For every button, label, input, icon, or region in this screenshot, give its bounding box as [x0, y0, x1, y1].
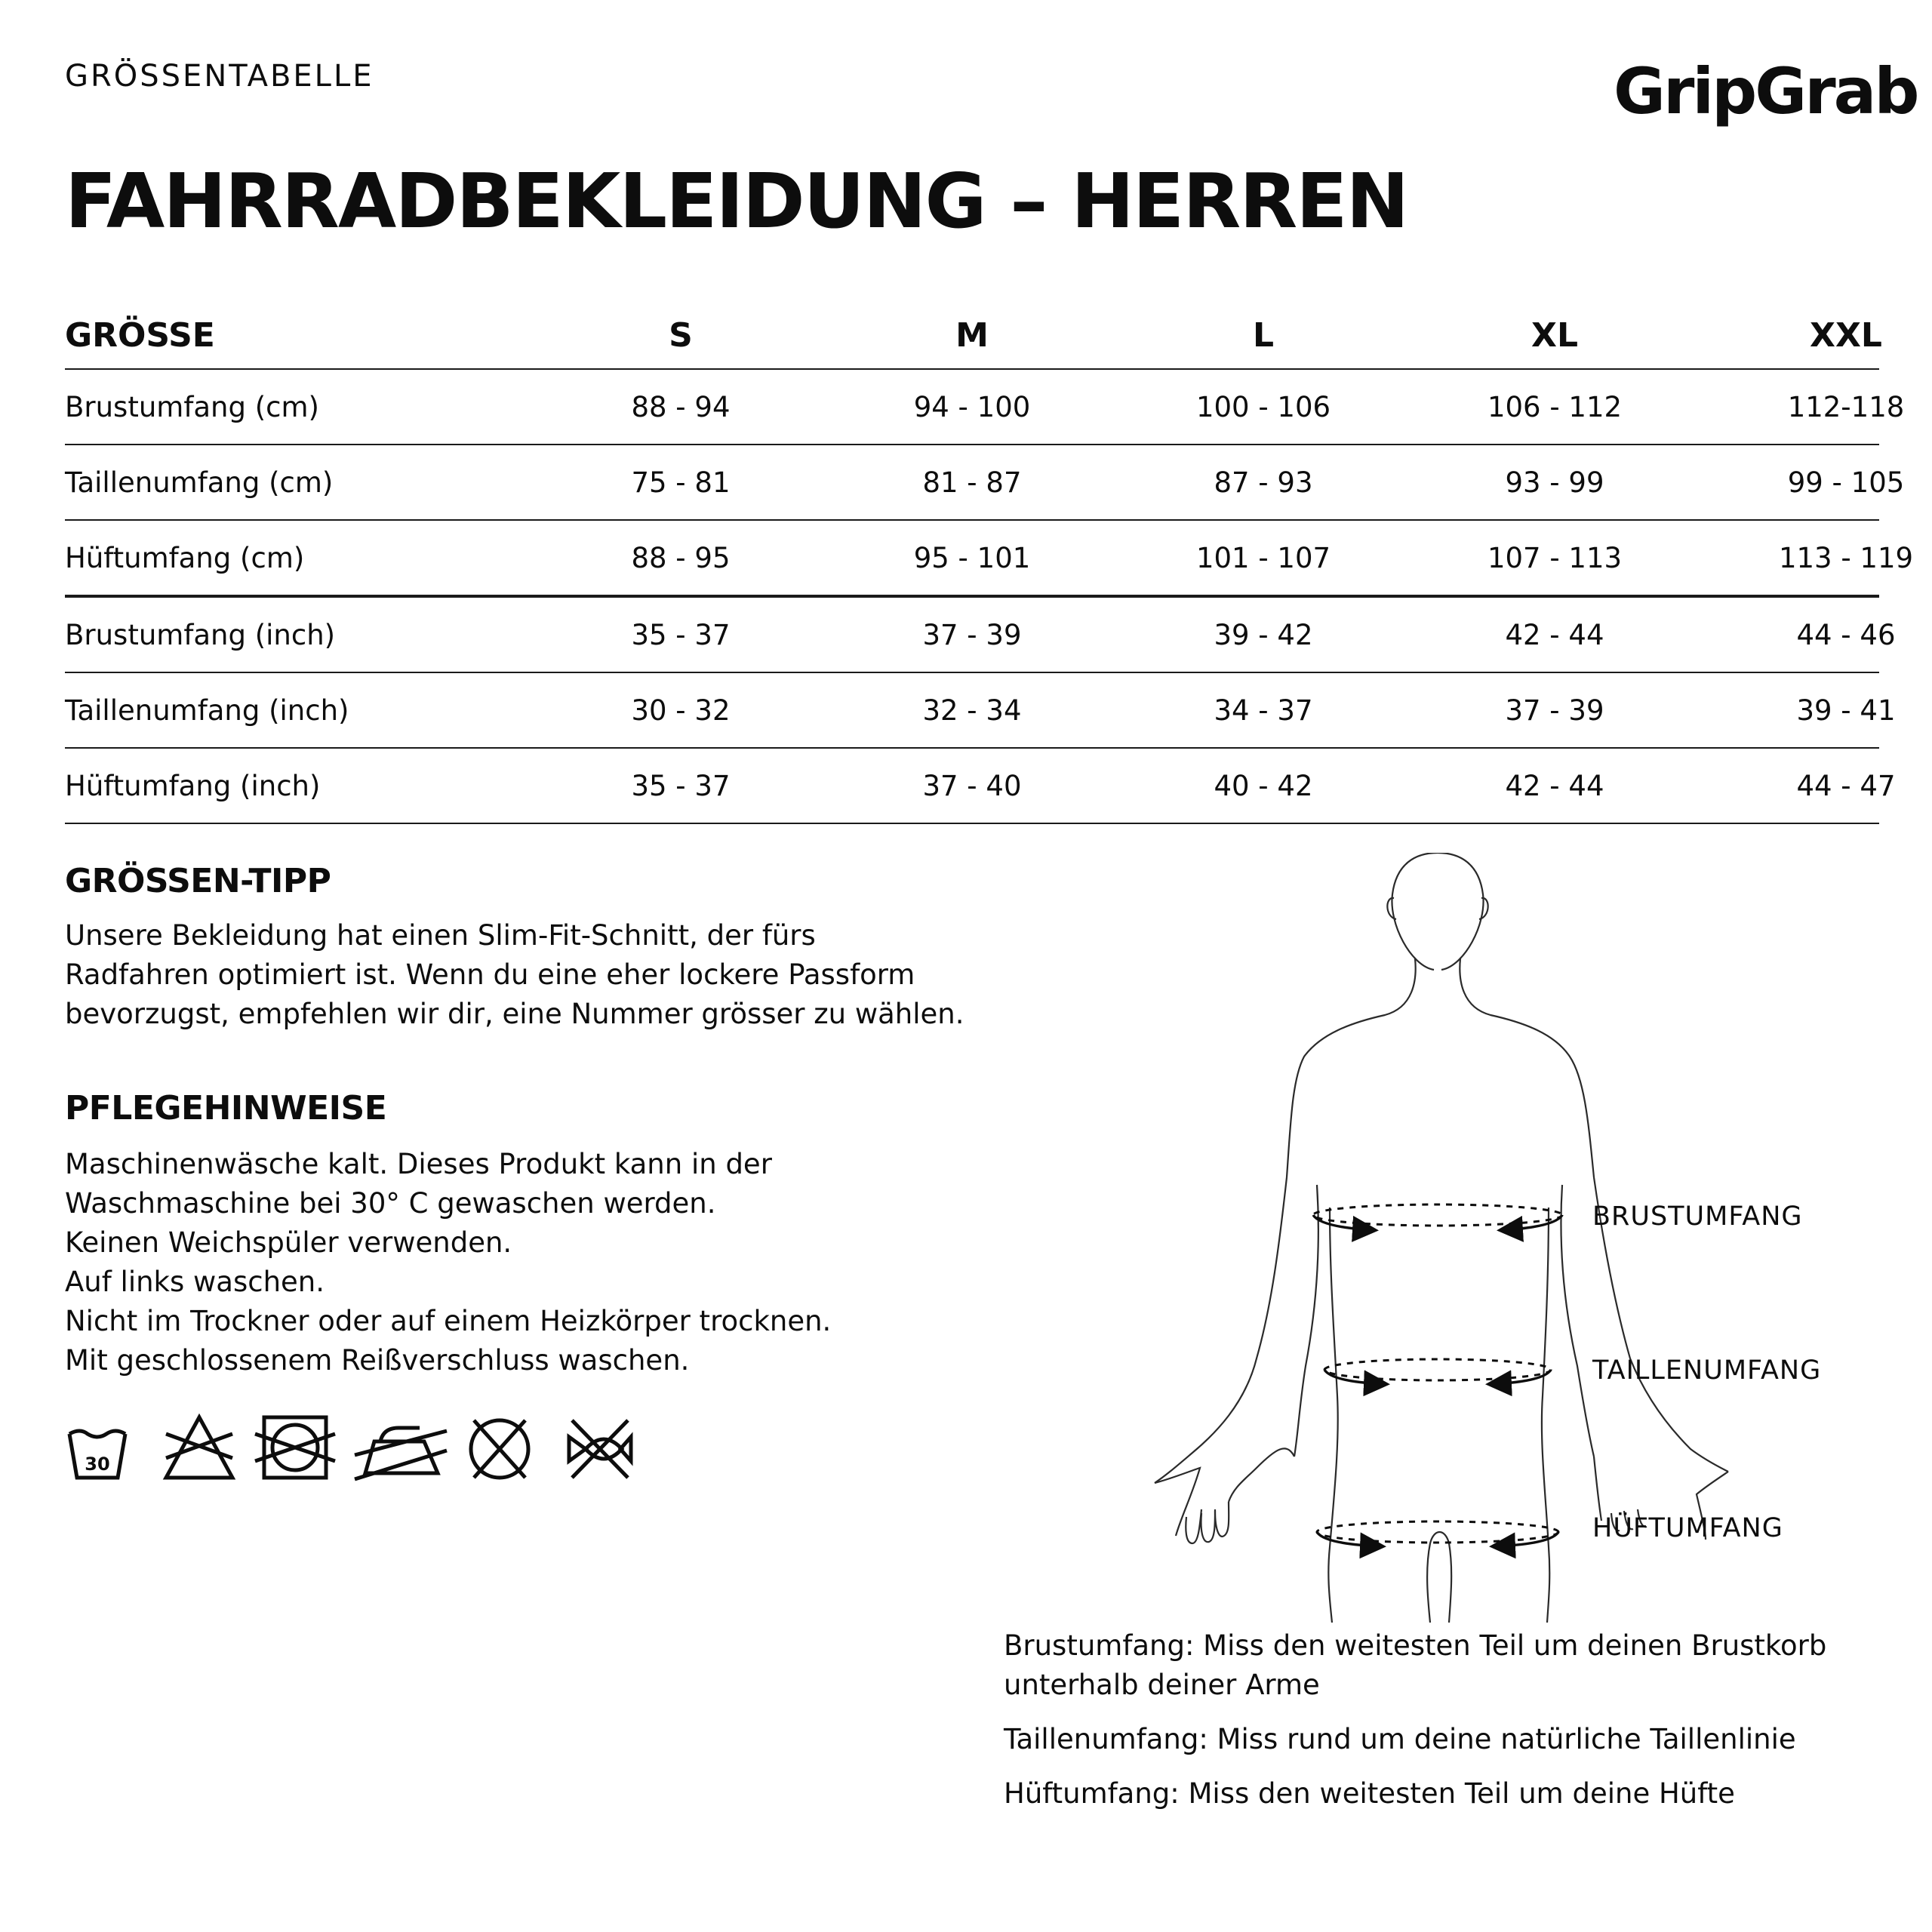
table-row: [65, 370, 1905, 445]
table-row: [65, 521, 1914, 598]
table-cell: 95 - 101: [913, 541, 1031, 574]
table-header-row: [65, 302, 1882, 370]
note-line: Brustumfang: Miss den weitesten Teil um deinen Brustkorb: [1004, 1629, 1827, 1662]
care-symbols: [65, 1411, 669, 1487]
size-tip-line: Unsere Bekleidung hat einen Slim-Fit-Schnitt, der fürs: [65, 919, 816, 952]
table-cell: 112-118: [1787, 390, 1905, 423]
hip-measure-ring: [1317, 1521, 1558, 1546]
care-heading: PFLEGEHINWEISE: [65, 1089, 387, 1128]
table-cell: 35 - 37: [631, 769, 731, 802]
size-tip-line: Radfahren optimiert ist. Wenn du eine eher lockere Passform: [65, 958, 915, 991]
table-cell: 81 - 87: [922, 466, 1022, 499]
no-bleach-icon: [166, 1417, 232, 1478]
no-tumble-dry-icon: [255, 1417, 335, 1478]
table-cell: 99 - 105: [1787, 466, 1905, 499]
brand-logo: GripGrab: [1614, 54, 1918, 128]
table-cell: 88 - 94: [631, 390, 731, 423]
table-cell: 107 - 113: [1487, 541, 1623, 574]
table-cell: 44 - 46: [1796, 618, 1896, 651]
body-outline: [1155, 853, 1728, 1623]
hip-label: HÜFTUMFANG: [1592, 1513, 1783, 1543]
table-cell: 37 - 39: [922, 618, 1022, 651]
table-cell: 113 - 119: [1778, 541, 1914, 574]
care-line: Keinen Weichspüler verwenden.: [65, 1226, 512, 1259]
size-header: M: [955, 315, 989, 355]
table-cell: 35 - 37: [631, 618, 731, 651]
care-line: Waschmaschine bei 30° C gewaschen werden.: [65, 1187, 716, 1220]
table-cell: 40 - 42: [1214, 769, 1313, 802]
care-line: Auf links waschen.: [65, 1266, 325, 1298]
size-header: XL: [1531, 315, 1578, 355]
row-label: Brustumfang (inch): [65, 618, 336, 651]
chest-note: [1004, 1626, 1826, 1705]
row-label: Taillenumfang (cm): [65, 466, 334, 499]
table-cell: 42 - 44: [1505, 618, 1604, 651]
size-header: L: [1252, 315, 1275, 355]
table-cell: 93 - 99: [1505, 466, 1604, 499]
table-cell: 106 - 112: [1487, 390, 1623, 423]
table-cell: 37 - 39: [1505, 694, 1604, 727]
care-line: Mit geschlossenem Reißverschluss waschen.: [65, 1344, 690, 1377]
note-line: unterhalb deiner Arme: [1004, 1669, 1320, 1701]
measurement-notes: [1004, 1626, 1826, 1829]
size-tip-line: bevorzugst, empfehlen wir dir, eine Nummer grösser zu wählen.: [65, 998, 964, 1030]
row-label: Hüftumfang (cm): [65, 541, 305, 574]
chest-label: BRUSTUMFANG: [1592, 1201, 1803, 1232]
wash-30-icon: [69, 1431, 125, 1478]
table-cell: 87 - 93: [1214, 466, 1313, 499]
no-wring-icon: [569, 1420, 631, 1478]
waist-label: TAILLENUMFANG: [1592, 1355, 1822, 1386]
row-label: Taillenumfang (inch): [65, 694, 349, 727]
waist-measure-ring: [1324, 1359, 1551, 1384]
table-header-label: GRÖSSE: [65, 315, 215, 355]
waist-note: [1004, 1720, 1826, 1759]
hip-note: [1004, 1774, 1826, 1814]
care-line: Nicht im Trockner oder auf einem Heizkörper trocknen.: [65, 1305, 832, 1337]
table-cell: 42 - 44: [1505, 769, 1604, 802]
chest-measure-ring: [1313, 1204, 1562, 1230]
size-header: S: [669, 315, 693, 355]
table-cell: 94 - 100: [913, 390, 1031, 423]
care-text: [65, 1145, 831, 1380]
table-row: [65, 445, 1905, 521]
care-line: Maschinenwäsche kalt. Dieses Produkt kann in der: [65, 1148, 772, 1180]
note-line: Hüftumfang: Miss den weitesten Teil um deine Hüfte: [1004, 1777, 1735, 1810]
row-label: Brustumfang (cm): [65, 390, 319, 423]
table-cell: 39 - 41: [1796, 694, 1896, 727]
table-row: [65, 598, 1896, 673]
table-row: [65, 749, 1896, 824]
body-measurement-figure: [1132, 853, 1826, 1623]
no-dry-clean-icon: [471, 1420, 528, 1478]
table-cell: 32 - 34: [922, 694, 1022, 727]
no-iron-icon: [355, 1428, 447, 1479]
row-label: Hüftumfang (inch): [65, 769, 321, 802]
size-tip-text: [65, 916, 964, 1034]
table-cell: 44 - 47: [1796, 769, 1896, 802]
size-table: [65, 302, 1914, 824]
note-line: Taillenumfang: Miss rund um deine natürliche Taillenlinie: [1004, 1723, 1796, 1755]
table-cell: 39 - 42: [1214, 618, 1313, 651]
table-cell: 30 - 32: [631, 694, 731, 727]
page-title: FAHRRADBEKLEIDUNG – HERREN: [65, 157, 1408, 245]
size-tip-heading: GRÖSSEN-TIPP: [65, 862, 331, 900]
page-kicker: GRÖSSENTABELLE: [65, 59, 374, 94]
table-cell: 100 - 106: [1195, 390, 1331, 423]
table-cell: 34 - 37: [1214, 694, 1313, 727]
size-header: XXL: [1810, 315, 1882, 355]
table-cell: 88 - 95: [631, 541, 731, 574]
table-cell: 101 - 107: [1195, 541, 1331, 574]
table-cell: 75 - 81: [631, 466, 731, 499]
table-row: [65, 673, 1896, 749]
wash-temp-label: 30: [85, 1454, 110, 1475]
table-cell: 37 - 40: [922, 769, 1022, 802]
